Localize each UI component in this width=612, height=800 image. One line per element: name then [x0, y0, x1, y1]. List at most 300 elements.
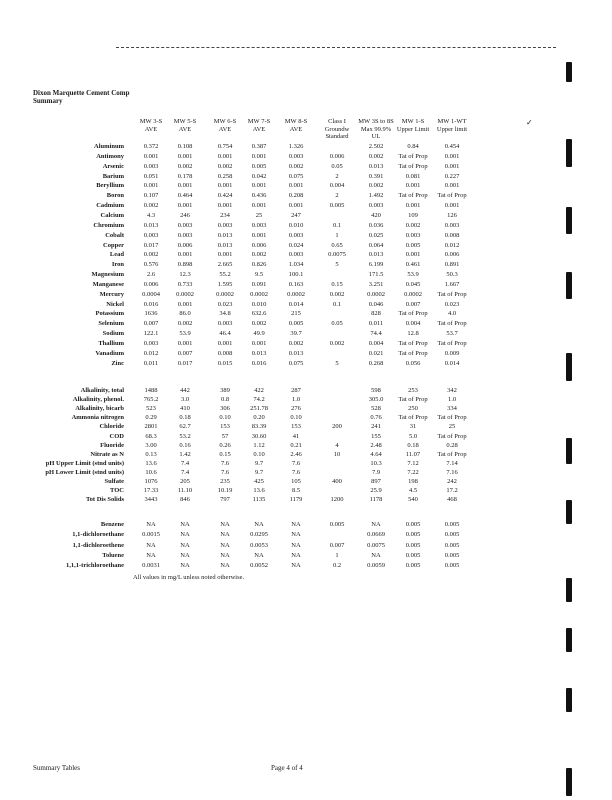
table-cell: 0.005: [405, 521, 421, 528]
table-cell: 0.002: [288, 162, 304, 170]
table-cell: 0.004: [405, 320, 421, 328]
table-cell: 0.007: [143, 320, 159, 328]
table-cell: 0.15: [219, 450, 231, 458]
table-cell: 0.003: [143, 231, 159, 239]
table-cell: 420: [371, 211, 381, 219]
row-label: 1,1-dichloroethane: [72, 531, 124, 539]
table-cell: NA: [291, 562, 301, 570]
table-cell: 0.015: [217, 359, 233, 367]
table-cell: 46.4: [219, 330, 231, 338]
row-label: Alkalinity, total: [80, 387, 124, 394]
table-cell: 0.005: [405, 562, 421, 570]
table-cell: 41: [292, 432, 300, 440]
table-cell: 4.64: [370, 450, 382, 458]
table-cell: 0.001: [251, 202, 267, 210]
table-cell: 0.002: [251, 320, 267, 328]
table-cell: 10.6: [145, 468, 157, 476]
column-header: MW 5-S AVE: [173, 118, 197, 133]
table-cell: Tat of Prop: [398, 349, 428, 357]
table-cell: 0.001: [177, 300, 193, 308]
row-label: pH Upper Limit (stnd units): [45, 459, 124, 467]
table-cell: 153: [220, 423, 230, 431]
table-cell: NA: [291, 521, 301, 528]
edge-mark: [566, 207, 572, 234]
row-label: Selenium: [98, 320, 124, 328]
table-cell: 0.013: [143, 221, 159, 229]
row-label: Tot Dis Solids: [85, 496, 124, 504]
table-cell: 4.3: [146, 211, 156, 219]
table-cell: 0.017: [177, 359, 193, 367]
table-cell: 253: [408, 387, 418, 394]
table-cell: 0.008: [217, 349, 233, 357]
table-cell: 49.9: [253, 330, 265, 338]
table-cell: 0.003: [405, 231, 421, 239]
table-cell: 0.8: [220, 396, 230, 404]
table-cell: NA: [180, 531, 190, 539]
table-cell: 0.26: [219, 441, 231, 449]
edge-mark: [566, 578, 572, 602]
table-cell: 86.0: [179, 310, 191, 318]
table-cell: 0.001: [444, 162, 460, 170]
table-cell: 13.6: [145, 459, 157, 467]
table-cell: 0.001: [217, 182, 233, 190]
table-cell: 0.001: [444, 182, 460, 190]
row-label: Cadmium: [96, 202, 124, 210]
table-cell: 0.004: [368, 340, 384, 347]
table-cell: 0.042: [251, 172, 267, 180]
table-cell: NA: [180, 521, 190, 528]
table-cell: 0.005: [444, 551, 460, 559]
table-cell: 4.5: [408, 487, 418, 495]
table-cell: 53.9: [179, 330, 191, 338]
table-cell: 0.0075: [367, 541, 385, 549]
table-cell: 0.108: [177, 143, 193, 150]
table-cell: 0.002: [251, 251, 267, 259]
table-cell: Tat of Prop: [437, 450, 467, 458]
table-cell: 1200: [330, 496, 344, 504]
table-cell: 0.461: [405, 261, 421, 269]
table-cell: 0.001: [217, 152, 233, 160]
table-cell: 0.003: [288, 152, 304, 160]
table-cell: 122.1: [143, 330, 159, 338]
table-cell: 0.0002: [404, 290, 422, 298]
table-cell: 2: [335, 172, 339, 180]
table-cell: 0.006: [444, 251, 460, 259]
table-cell: 17.33: [143, 487, 159, 495]
table-cell: Tat of Prop: [437, 320, 467, 328]
table-cell: 442: [180, 387, 190, 394]
table-cell: 0.0002: [250, 290, 268, 298]
table-cell: 0.002: [368, 152, 384, 160]
table-cell: 2801: [144, 423, 158, 431]
table-cell: 25.9: [370, 487, 382, 495]
table-cell: 0.001: [251, 231, 267, 239]
table-cell: 0.003: [177, 221, 193, 229]
row-label: Boron: [106, 192, 124, 200]
table-cell: 0.002: [177, 162, 193, 170]
table-cell: 2.6: [146, 271, 156, 279]
column-header: MW 7-S AVE: [247, 118, 271, 133]
table-cell: 0.075: [288, 172, 304, 180]
table-cell: 0.010: [251, 300, 267, 308]
table-cell: 155: [371, 432, 381, 440]
table-cell: NA: [371, 551, 381, 559]
row-label: Toluene: [102, 551, 124, 559]
table-cell: 1178: [369, 496, 383, 504]
table-cell: 235: [220, 478, 230, 485]
row-label: Magnesium: [91, 271, 124, 279]
table-cell: 3443: [144, 496, 158, 504]
row-label: Sodium: [102, 330, 124, 338]
row-label: Zinc: [111, 359, 124, 367]
table-cell: NA: [254, 551, 264, 559]
table-cell: 105: [291, 478, 301, 485]
table-cell: 241: [371, 423, 381, 431]
table-cell: 251.78: [250, 405, 268, 413]
table-cell: 250: [408, 405, 418, 413]
table-cell: 0.0004: [142, 290, 160, 298]
table-cell: 1.0: [447, 396, 457, 404]
table-cell: 1.326: [288, 143, 304, 150]
table-cell: 0.0052: [250, 562, 268, 570]
row-label: COD: [109, 432, 124, 440]
table-cell: 0.006: [251, 241, 267, 249]
table-cell: 0.003: [143, 340, 159, 347]
table-cell: 215: [291, 310, 301, 318]
table-cell: 0.005: [329, 202, 345, 210]
table-cell: 34.8: [219, 310, 231, 318]
table-cell: 0.001: [405, 202, 421, 210]
table-cell: 12.8: [407, 330, 419, 338]
table-cell: 9.7: [254, 468, 264, 476]
table-cell: 0.05: [331, 320, 343, 328]
table-cell: 0.0015: [142, 531, 160, 539]
row-label: Thallium: [98, 340, 124, 347]
table-cell: 7.4: [180, 459, 190, 467]
edge-mark: [566, 353, 572, 381]
table-cell: Tat of Prop: [398, 340, 428, 347]
table-cell: 83.39: [251, 423, 267, 431]
table-cell: NA: [180, 562, 190, 570]
row-label: Potassium: [95, 310, 124, 318]
table-cell: NA: [220, 521, 230, 528]
row-label: Manganese: [92, 280, 124, 288]
table-cell: 1179: [289, 496, 303, 504]
table-cell: 109: [408, 211, 418, 219]
table-cell: 0.576: [143, 261, 159, 269]
table-cell: 0.012: [444, 241, 460, 249]
table-cell: 0.013: [368, 162, 384, 170]
table-cell: 1135: [252, 496, 266, 504]
table-cell: 0.017: [143, 241, 159, 249]
column-header: Class I Groundw Standard: [324, 118, 350, 140]
row-label: Vanadium: [95, 349, 124, 357]
table-cell: 0.001: [177, 251, 193, 259]
table-cell: 68.3: [145, 432, 157, 440]
table-cell: 100.1: [288, 271, 304, 279]
table-cell: 3.251: [368, 280, 384, 288]
table-cell: 598: [371, 387, 381, 394]
table-cell: 0.001: [177, 182, 193, 190]
section-title: Summary: [33, 97, 63, 105]
edge-mark: [566, 139, 572, 167]
table-cell: 389: [220, 387, 230, 394]
column-header: MW 8-S AVE: [284, 118, 308, 133]
table-cell: 0.013: [368, 251, 384, 259]
table-cell: NA: [291, 541, 301, 549]
table-cell: 0.051: [143, 172, 159, 180]
table-cell: 0.001: [288, 182, 304, 190]
table-cell: Tat of Prop: [398, 152, 428, 160]
table-cell: 0.0002: [287, 290, 305, 298]
table-cell: 0.001: [143, 152, 159, 160]
table-cell: 797: [220, 496, 230, 504]
table-cell: 0.13: [145, 450, 157, 458]
table-cell: 1.492: [368, 192, 384, 200]
table-cell: 0.10: [253, 450, 265, 458]
table-cell: 0.891: [444, 261, 460, 269]
row-label: Chromium: [93, 221, 124, 229]
table-cell: 0.1: [332, 221, 342, 229]
table-cell: 39.7: [290, 330, 302, 338]
table-cell: 0.036: [368, 221, 384, 229]
table-cell: 0.258: [217, 172, 233, 180]
table-cell: 11.07: [405, 450, 421, 458]
table-cell: 425: [254, 478, 264, 485]
table-cell: Tat of Prop: [437, 414, 467, 422]
table-cell: 234: [220, 211, 230, 219]
table-cell: 0.268: [368, 359, 384, 367]
table-cell: 1076: [144, 478, 158, 485]
table-cell: 0.18: [407, 441, 419, 449]
table-cell: 17.2: [446, 487, 458, 495]
table-cell: 57: [221, 432, 229, 440]
row-label: Antimony: [96, 152, 124, 160]
table-cell: 0.007: [405, 300, 421, 308]
table-cell: Tat of Prop: [437, 432, 467, 440]
table-cell: 1.0: [291, 396, 301, 404]
table-cell: 0.733: [177, 280, 193, 288]
table-cell: 0.001: [444, 202, 460, 210]
table-cell: 0.003: [217, 221, 233, 229]
table-cell: Tat of Prop: [398, 310, 428, 318]
table-cell: NA: [254, 521, 264, 528]
edge-mark: [566, 272, 572, 299]
table-cell: 11.10: [177, 487, 193, 495]
table-cell: 0.056: [405, 359, 421, 367]
row-label: Cobalt: [105, 231, 124, 239]
table-cell: 0.76: [370, 414, 382, 422]
page-number: Page 4 of 4: [271, 764, 303, 772]
table-cell: 7.6: [291, 468, 301, 476]
table-cell: NA: [180, 551, 190, 559]
table-cell: 0.001: [444, 152, 460, 160]
table-cell: Tat of Prop: [398, 192, 428, 200]
row-label: Beryllium: [96, 182, 124, 190]
table-cell: 0.001: [405, 251, 421, 259]
table-cell: 0.003: [444, 221, 460, 229]
table-cell: 540: [408, 496, 418, 504]
table-cell: 53.7: [446, 330, 458, 338]
table-cell: 13.6: [253, 487, 265, 495]
table-cell: 171.5: [368, 271, 384, 279]
row-label: 1,1,1-trichloroethane: [65, 562, 124, 570]
table-cell: 0.023: [217, 300, 233, 308]
table-cell: 62.7: [179, 423, 191, 431]
table-cell: 0.005: [444, 531, 460, 539]
table-cell: 0.20: [253, 414, 265, 422]
table-cell: 10.3: [370, 459, 382, 467]
table-cell: 12.3: [179, 271, 191, 279]
table-cell: NA: [220, 562, 230, 570]
row-label: Ammonia nitrogen: [71, 414, 124, 422]
table-cell: 0.10: [219, 414, 231, 422]
table-cell: 0.016: [251, 359, 267, 367]
table-cell: 198: [408, 478, 418, 485]
table-cell: 0.003: [217, 320, 233, 328]
table-cell: 0.18: [179, 414, 191, 422]
table-cell: 0.024: [288, 241, 304, 249]
row-label: Benzene: [100, 521, 124, 528]
row-label: Iron: [111, 261, 124, 269]
table-cell: 7.16: [446, 468, 458, 476]
table-cell: 0.0002: [176, 290, 194, 298]
table-cell: 50.3: [446, 271, 458, 279]
table-cell: 0.005: [444, 541, 460, 549]
table-cell: 200: [332, 423, 342, 431]
table-cell: 0.464: [177, 192, 193, 200]
table-cell: 897: [371, 478, 381, 485]
table-cell: Tat of Prop: [437, 290, 467, 298]
table-cell: 0.001: [177, 202, 193, 210]
edge-mark: [566, 438, 572, 464]
table-cell: 0.064: [368, 241, 384, 249]
table-cell: 7.4: [180, 468, 190, 476]
table-cell: 0.107: [143, 192, 159, 200]
table-cell: NA: [371, 521, 381, 528]
table-cell: Tat of Prop: [398, 162, 428, 170]
table-cell: 0.006: [143, 280, 159, 288]
table-cell: 0.001: [217, 202, 233, 210]
table-cell: 0.0669: [367, 531, 385, 539]
row-label: Mercury: [99, 290, 124, 298]
table-cell: 0.84: [407, 143, 419, 150]
table-cell: 0.454: [444, 143, 460, 150]
table-cell: NA: [180, 541, 190, 549]
table-cell: 247: [291, 211, 301, 219]
table-cell: 305.0: [368, 396, 384, 404]
table-cell: 0.754: [217, 143, 233, 150]
table-cell: 1.034: [288, 261, 304, 269]
table-cell: 2.665: [217, 261, 233, 269]
row-label: Barium: [102, 172, 124, 180]
table-cell: 0.005: [405, 241, 421, 249]
row-label: Fluoride: [100, 441, 124, 449]
table-cell: 632.6: [251, 310, 267, 318]
footer-title: Summary Tables: [33, 764, 81, 772]
table-cell: 0.15: [331, 280, 343, 288]
table-cell: NA: [291, 551, 301, 559]
table-cell: 1.667: [444, 280, 460, 288]
table-cell: 0.005: [405, 541, 421, 549]
row-label: Arsenic: [102, 162, 124, 170]
table-cell: 0.014: [288, 300, 304, 308]
table-cell: 0.826: [251, 261, 267, 269]
table-cell: 7.6: [291, 459, 301, 467]
table-cell: 0.005: [329, 521, 345, 528]
table-cell: 0.005: [251, 162, 267, 170]
table-cell: 1: [335, 231, 339, 239]
table-cell: 0.0075: [328, 251, 346, 259]
row-label: Lead: [109, 251, 124, 259]
table-cell: 4.0: [447, 310, 457, 318]
table-cell: 0.1: [332, 300, 342, 308]
table-cell: 55.2: [219, 271, 231, 279]
edge-mark: [566, 688, 572, 712]
table-cell: 0.013: [251, 349, 267, 357]
table-cell: 1488: [144, 387, 158, 394]
table-cell: 523: [146, 405, 156, 413]
table-cell: 0.004: [329, 182, 345, 190]
edge-mark: [566, 628, 572, 652]
table-cell: 0.001: [251, 340, 267, 347]
table-cell: 25: [448, 423, 456, 431]
table-cell: 74.2: [253, 396, 265, 404]
table-cell: 0.005: [288, 320, 304, 328]
table-cell: 0.65: [331, 241, 343, 249]
table-cell: 0.0053: [250, 541, 268, 549]
edge-mark: [566, 62, 572, 82]
table-cell: 0.006: [329, 152, 345, 160]
table-cell: 287: [291, 387, 301, 394]
table-cell: 6.199: [368, 261, 384, 269]
table-cell: 0.021: [368, 349, 384, 357]
table-cell: 0.091: [251, 280, 267, 288]
table-cell: 0.003: [288, 231, 304, 239]
table-cell: 400: [332, 478, 342, 485]
top-rule: [116, 47, 556, 48]
table-cell: 846: [180, 496, 190, 504]
table-cell: 1.595: [217, 280, 233, 288]
table-cell: 0.21: [290, 441, 302, 449]
table-cell: 0.0031: [142, 562, 160, 570]
table-cell: 0.011: [368, 320, 384, 328]
table-cell: 53.9: [407, 271, 419, 279]
table-cell: 0.002: [368, 182, 384, 190]
row-label: 1,1-dichloroethene: [72, 541, 124, 549]
table-cell: 8.5: [291, 487, 301, 495]
table-cell: 0.012: [143, 349, 159, 357]
table-cell: 5: [335, 261, 339, 269]
table-cell: 0.163: [288, 280, 304, 288]
table-cell: NA: [291, 531, 301, 539]
table-cell: 0.178: [177, 172, 193, 180]
table-cell: 468: [447, 496, 457, 504]
table-cell: 2.502: [368, 143, 384, 150]
units-note: All values in mg/L unless noted otherwise.: [133, 574, 245, 581]
row-label: Chloride: [99, 423, 124, 431]
row-label: Nickel: [106, 300, 124, 308]
table-cell: 0.002: [405, 221, 421, 229]
table-cell: 0.10: [290, 414, 302, 422]
column-header: MW 3-S AVE: [139, 118, 163, 133]
table-cell: 0.372: [143, 143, 159, 150]
table-cell: Tat of Prop: [437, 340, 467, 347]
site-name: Dixon Marquette Cement Comp: [33, 89, 130, 97]
table-cell: 126: [447, 211, 457, 219]
table-cell: 0.011: [143, 359, 159, 367]
table-cell: 0.0059: [367, 562, 385, 570]
